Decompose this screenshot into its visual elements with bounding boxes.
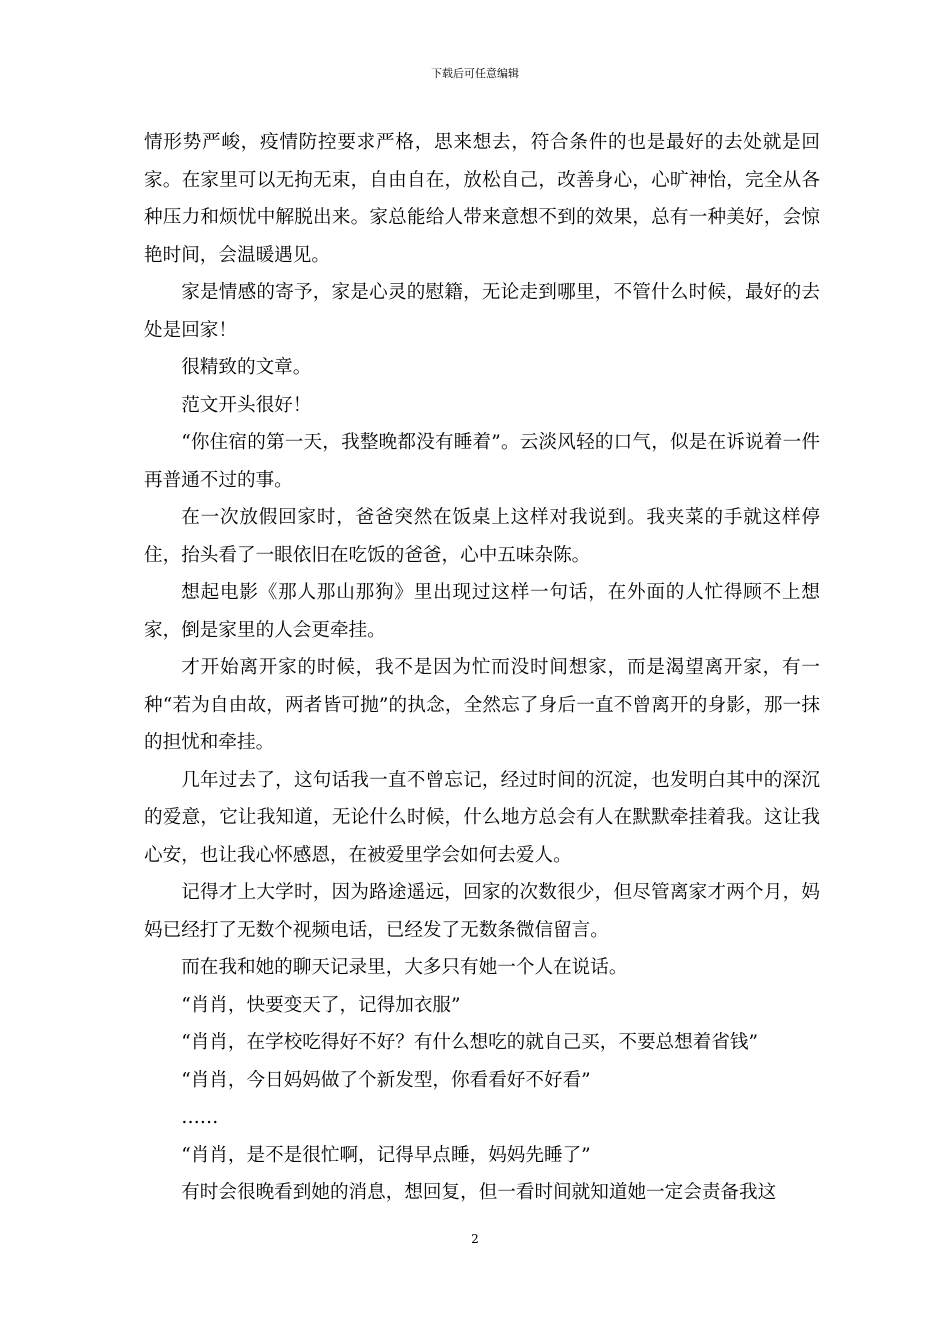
paragraph-8: 才开始离开家的时候，我不是因为忙而没时间想家，而是渴望离开家，有一种“若为自由故，两者皆可抛”的执念，全然忘了身后一直不曾离开的身影，那一抹的担忧和牵挂。	[144, 657, 820, 753]
paragraph-6: 在一次放假回家时，爸爸突然在饭桌上这样对我说到。我夹菜的手就这样停住，抬头看了一眼依旧在吃饭的爸爸，心中五味杂陈。	[144, 507, 820, 566]
paragraph-15: ……	[181, 1107, 219, 1128]
page-number: 2	[471, 1232, 479, 1246]
paragraph-16: “肖肖，是不是很忙啊，记得早点睡，妈妈先睡了”	[181, 1144, 591, 1166]
paragraph-17: 有时会很晚看到她的消息，想回复，但一看时间就知道她一定会责备我这	[181, 1182, 777, 1203]
paragraph-9: 几年过去了，这句话我一直不曾忘记，经过时间的沉淀，也发明白其中的深沉的爱意，它让我知道，无论什么时候，什么地方总会有人在默默牵挂着我。这让我心安，也让我心怀感恩，在被爱里学会如何去爱人。	[144, 769, 820, 866]
paragraph-7: 想起电影《那人那山那狗》里出现过这样一句话，在外面的人忙得顾不上想家，倒是家里的人会更牵挂。	[144, 582, 820, 641]
paragraph-13: “肖肖，在学校吃得好不好？有什么想吃的就自己买，不要总想着省钱”	[181, 1032, 759, 1053]
paragraph-14: “肖肖，今日妈妈做了个新发型，你看看好不好看”	[181, 1069, 591, 1091]
paragraph-12: “肖肖，快要变天了，记得加衣服”	[181, 994, 461, 1016]
paragraph-1: 情形势严峻，疫情防控要求严格，思来想去，符合条件的也是最好的去处就是回家。在家里可以无拘无束，自由自在，放松自己，改善身心，心旷神怡，完全从各种压力和烦忧中解脱出来。家总能给人带来意想不到的效果，总有一种美好，会惊艳时间，会温暖遇见。	[144, 132, 820, 266]
paragraph-5: “你住宿的第一天，我整晚都没有睡着”。云淡风轻的口气，似是在诉说着一件再普通不过的事。	[144, 432, 820, 491]
paragraph-11: 而在我和她的聊天记录里，大多只有她一个人在说话。	[181, 957, 628, 978]
paragraph-10: 记得才上大学时，因为路途遥远，回家的次数很少，但尽管离家才两个月，妈妈已经打了无数个视频电话，已经发了无数条微信留言。	[144, 882, 820, 941]
page-header: 下载后可任意编辑	[431, 67, 519, 80]
paragraph-2: 家是情感的寄予，家是心灵的慰籍，无论走到哪里，不管什么时候，最好的去处是回家！	[144, 282, 820, 341]
document-body	[144, 124, 820, 1212]
paragraph-3: 很精致的文章。	[181, 357, 312, 378]
paragraph-4: 范文开头很好！	[181, 394, 312, 416]
